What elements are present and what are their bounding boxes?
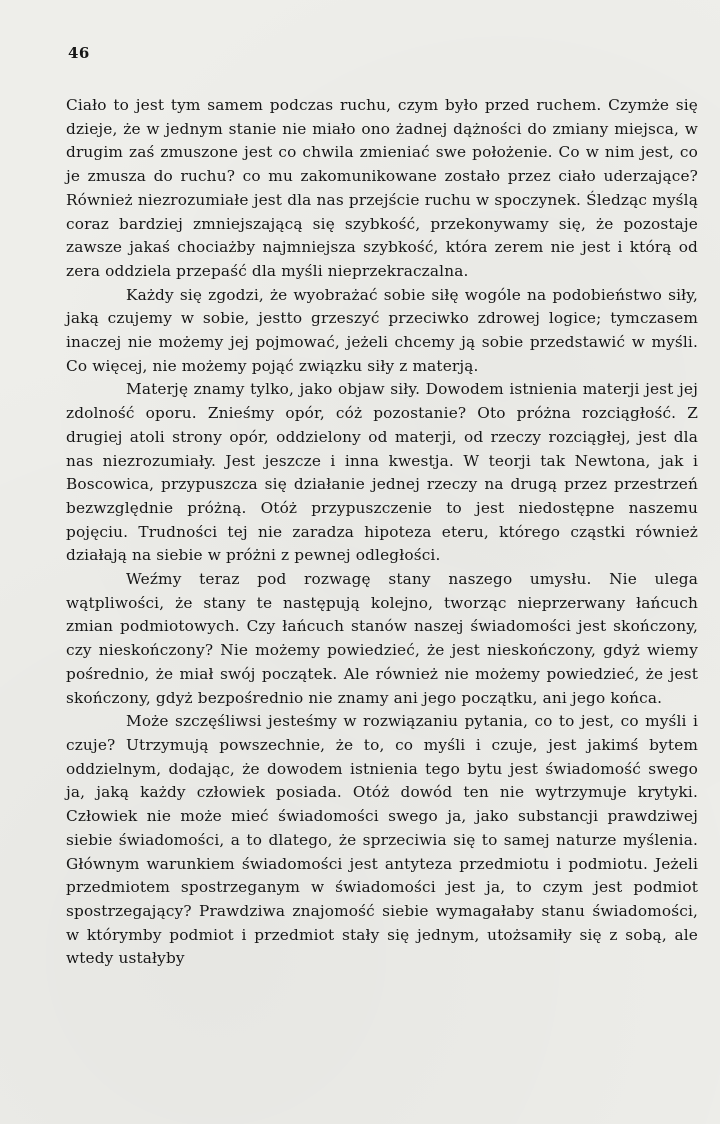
page-number: 46: [68, 44, 90, 62]
paragraph-4: Weźmy teraz pod rozwagę stany naszego umysłu. Nie ulega wątpliwości, że stany te następują kolejno, tworząc nieprzerwany łańcuch zmian podmiotowych. Czy łańcuch stanów naszej świadomości jest skończony, czy nieskończony? Nie możemy powiedzieć, że jest nieskończony, gdyż wiemy pośrednio, że miał swój początek. Ale również nie możemy powiedzieć, że jest skończony, gdyż bezpośrednio nie znamy ani jego początku, ani jego końca.: [66, 570, 698, 707]
paragraph-3: Materję znamy tylko, jako objaw siły. Dowodem istnienia materji jest jej zdolność oporu. Znieśmy opór, cóż pozostanie? Oto próżna rozciągłość. Z drugiej atoli strony opór, oddzielony od materji, od rzeczy rozciągłej, jest dla nas niezrozumiały. Jest jeszcze i inna kwestja. W teorji tak Newtona, jak i Boscowica, przypuszcza się działanie jednej rzeczy na drugą przez przestrzeń bezwzględnie próżną. Otóż przypuszczenie to jest niedostępne naszemu pojęciu. Trudności tej nie zaradza hipoteza eteru, którego cząstki również działają na siebie w próżni z pewnej odległości.: [66, 380, 698, 565]
body-text: [66, 94, 698, 971]
paragraph-1: Ciało to jest tym samem podczas ruchu, czym było przed ruchem. Czymże się dzieje, że w jednym stanie nie miało ono żadnej dążności do zmiany miejsca, w drugim zaś zmuszone jest co chwila zmieniać swe położenie. Co w nim jest, co je zmusza do ruchu? co mu zakomunikowane zostało przez ciało uderzające? Również niezrozumiałe jest dla nas przejście ruchu w spoczynek. Śledząc myślą coraz bardziej zmniejszającą się szybkość, przekonywamy się, że pozostaje zawsze jakaś chociażby najmniejsza szybkość, która zerem nie jest i którą od zera oddziela przepaść dla myśli nieprzekraczalna.: [66, 96, 698, 280]
paragraph-5: Może szczęśliwsi jesteśmy w rozwiązaniu pytania, co to jest, co myśli i czuje? Utrzymują powszechnie, że to, co myśli i czuje, jest jakimś bytem oddzielnym, dodając, że dowodem istnienia tego bytu jest świadomość swego ja, jaką każdy człowiek posiada. Otóż dowód ten nie wytrzymuje krytyki. Człowiek nie może mieć świadomości swego ja, jako substancji prawdziwej siebie świadomości, a to dlatego, że sprzeciwia się to samej naturze myślenia. Głównym warunkiem świadomości jest antyteza przedmiotu i podmiotu. Jeżeli przedmiotem spostrzeganym w świadomości jest ja, to czym jest podmiot spostrzegający? Prawdziwa znajomość siebie wymagałaby stanu świadomości, w którymby podmiot i przedmiot stały się jednym, utożsamiły się z sobą, ale wtedy ustałyby: [66, 712, 698, 968]
paragraph-2: Każdy się zgodzi, że wyobrażać sobie siłę wogóle na podobieństwo siły, jaką czujemy w sobie, jestto grzeszyć przeciwko zdrowej logice; tymczasem inaczej nie możemy jej pojmować, jeżeli chcemy ją sobie przedstawić w myśli. Co więcej, nie możemy pojąć związku siły z materją.: [66, 285, 698, 375]
